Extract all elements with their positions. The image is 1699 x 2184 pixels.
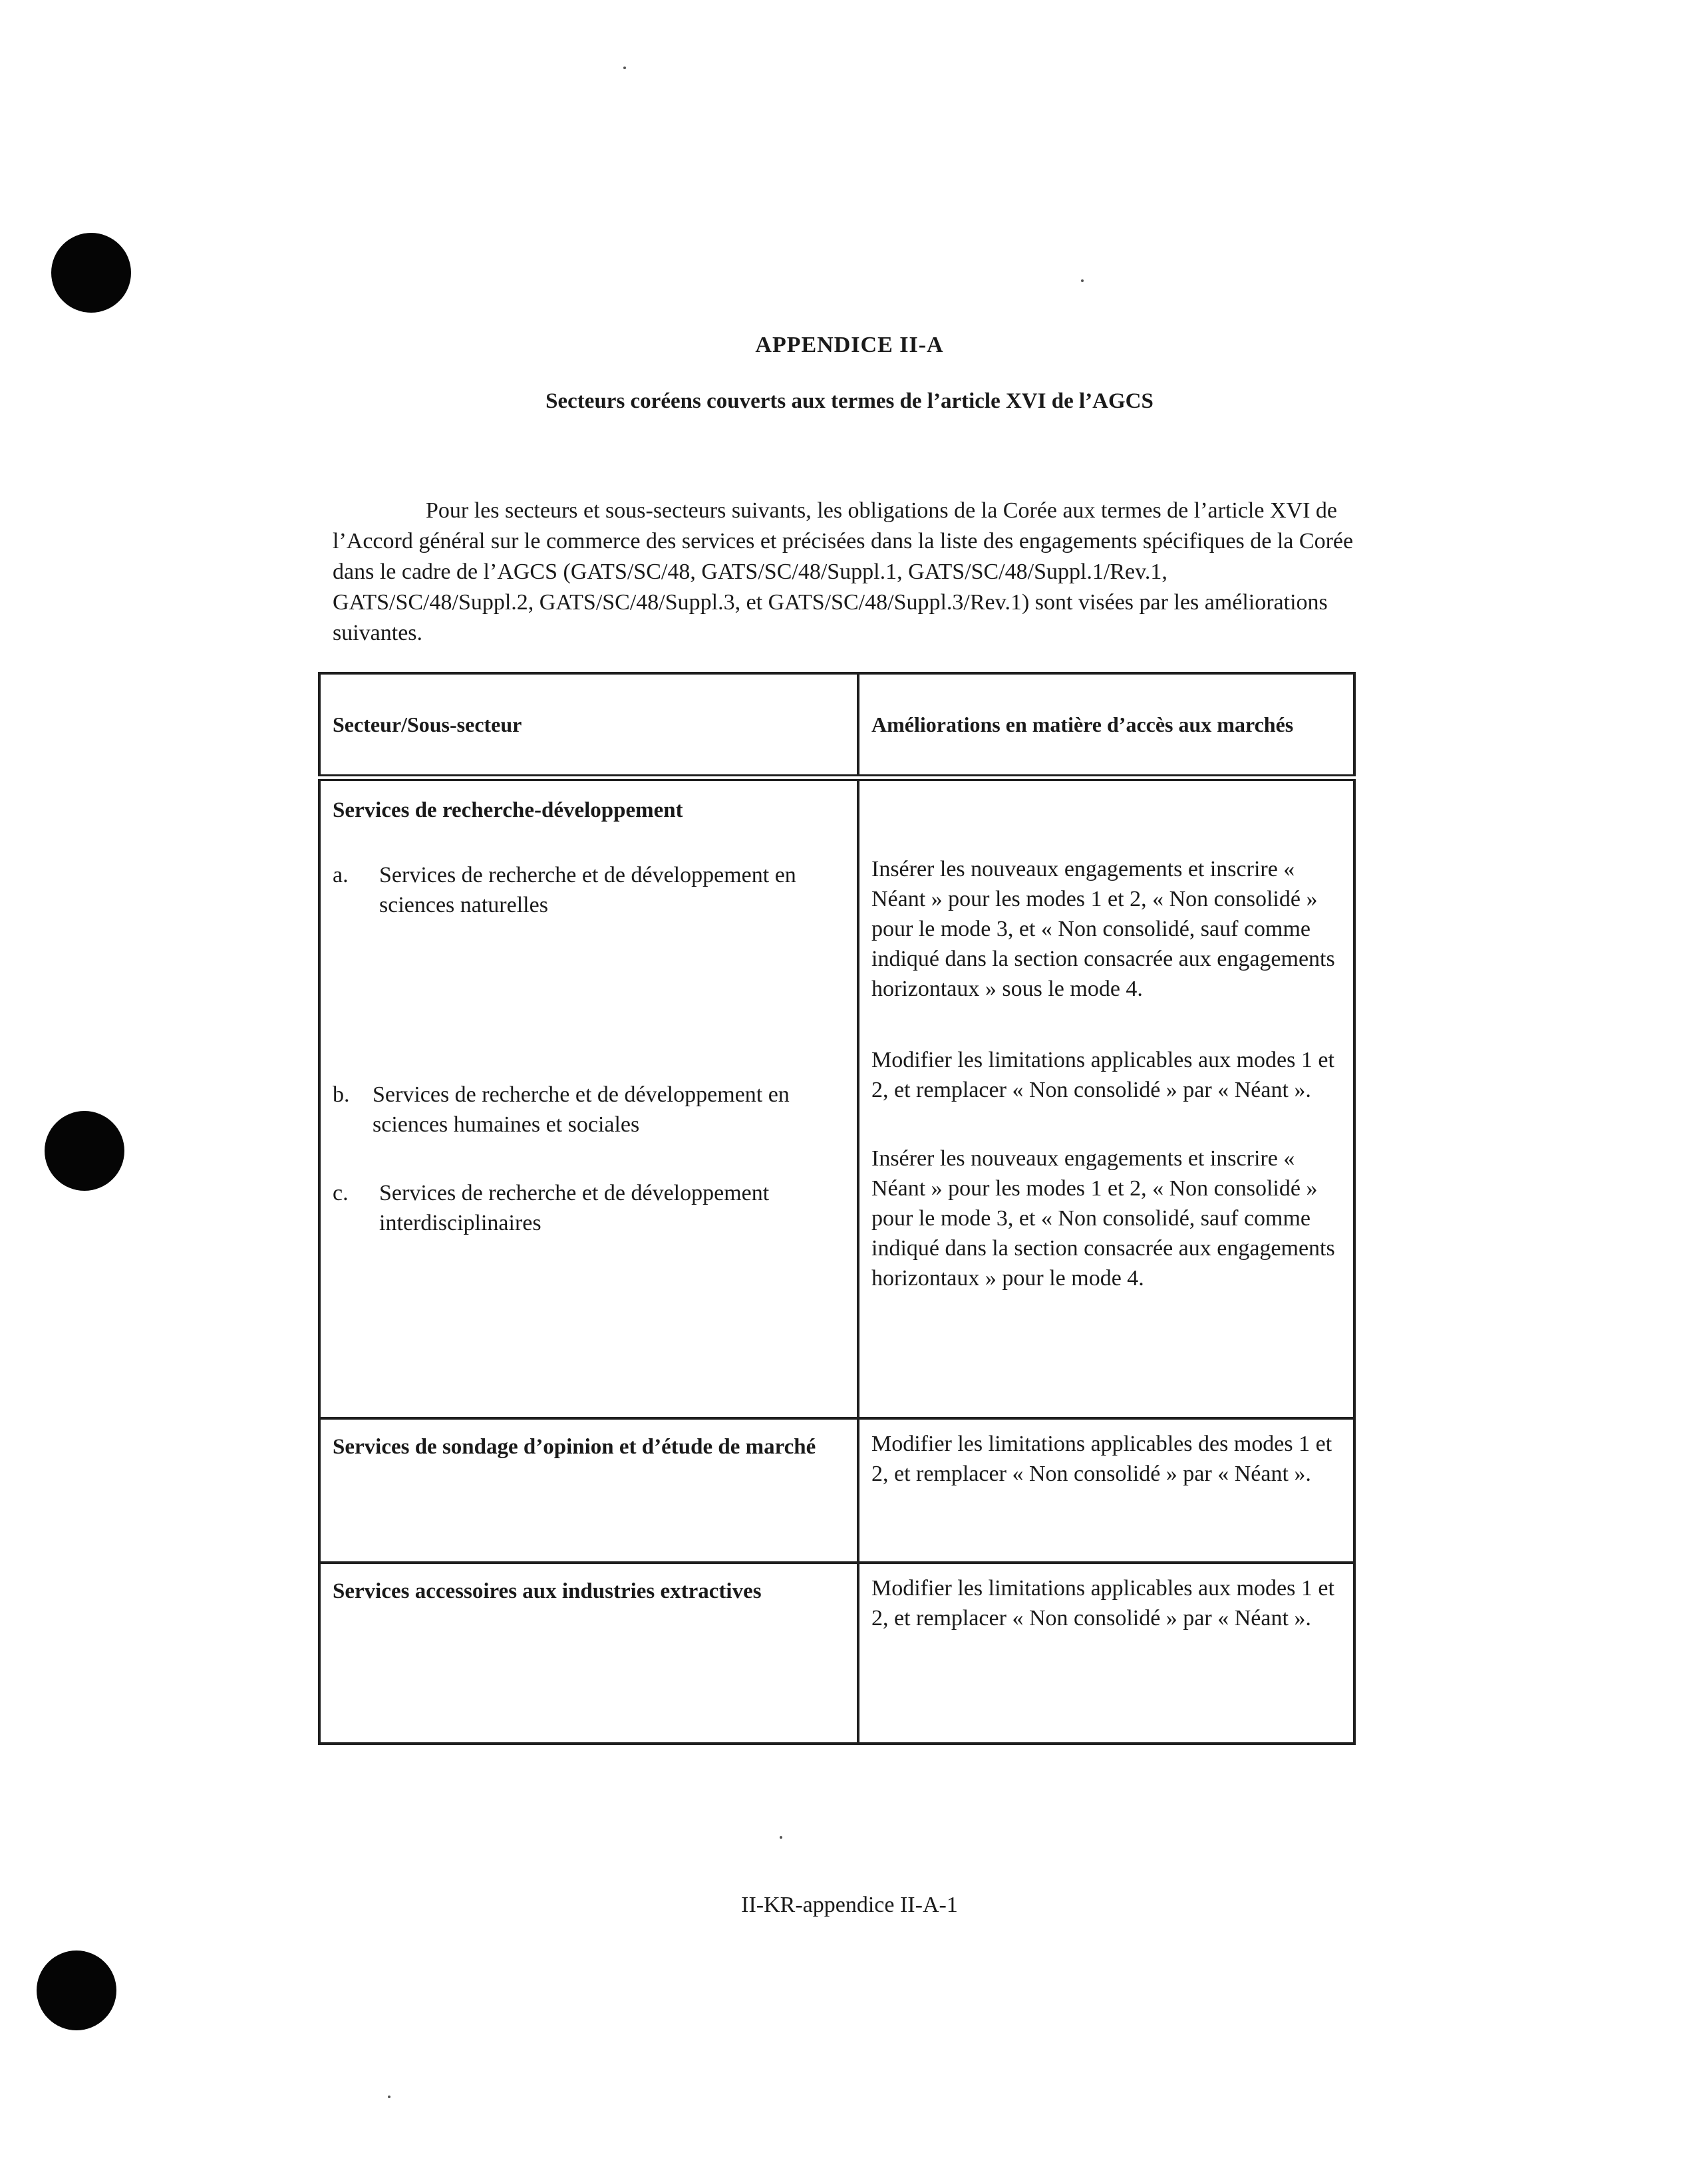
scan-speck bbox=[1081, 279, 1084, 282]
column-header-improvements: Améliorations en matière d’accès aux marchés bbox=[858, 673, 1354, 778]
punch-hole-top bbox=[51, 233, 131, 313]
commitments-table bbox=[318, 672, 1356, 1745]
improvement-cell: Modifier les limitations applicables des modes 1 et 2, et remplacer « Non consolidé » par « Néant ». bbox=[858, 1418, 1354, 1563]
rd-improvements-cell bbox=[858, 778, 1354, 1418]
page-footer: II-KR-appendice II-A-1 bbox=[741, 1893, 958, 1917]
item-sector: Services de recherche et de développement en sciences naturelles bbox=[379, 863, 796, 917]
rd-section-heading: Services de recherche-développement bbox=[333, 798, 683, 822]
scan-speck bbox=[388, 2096, 390, 2098]
improvement-text: Modifier les limitations applicables aux modes 1 et 2, et remplacer « Non consolidé » par « Néant ». bbox=[871, 1048, 1334, 1102]
sector-cell: Services de sondage d’opinion et d’étude de marché bbox=[319, 1418, 858, 1563]
scan-speck bbox=[780, 1836, 782, 1839]
column-header-sector: Secteur/Sous-secteur bbox=[319, 673, 858, 778]
item-letter: c. bbox=[333, 1181, 349, 1205]
improvement-text: Insérer les nouveaux engagements et inscrire « Néant » pour les modes 1 et 2, « Non consolidé » pour le mode 3, et « Non consolidé, sauf comme indiqué dans la section consacrée aux engagements horizontaux » pour le mode 4. bbox=[871, 1146, 1335, 1291]
list-item bbox=[333, 860, 845, 920]
intro-paragraph bbox=[333, 496, 1370, 649]
intro-text: Pour les secteurs et sous-secteurs suivants, les obligations de la Corée aux termes de l’article XVI de l’Accord général sur le commerce des services et précisées dans la liste des engagements spécifiques de la Corée dans le cadre de l’AGCS (GATS/SC/48, GATS/SC/48/Suppl.1, GATS/SC/48/Suppl.1/Rev.1, GATS/SC/48/Suppl.2, GATS/SC/48/Suppl.3, et GATS/SC/48/Suppl.3/Rev.1) sont visées par les améliorations suivantes. bbox=[333, 498, 1354, 645]
item-sector: Services de recherche et de développement en sciences humaines et sociales bbox=[373, 1082, 790, 1137]
punch-hole-bottom bbox=[37, 1950, 116, 2030]
appendix-title: APPENDICE II-A bbox=[755, 333, 944, 357]
table-row bbox=[319, 1563, 1354, 1744]
list-item bbox=[333, 1178, 845, 1238]
table-header-row bbox=[319, 673, 1354, 778]
table-row bbox=[319, 778, 1354, 1418]
appendix-subtitle: Secteurs coréens couverts aux termes de l’article XVI de l’AGCS bbox=[545, 389, 1154, 413]
item-sector: Services de recherche et de développement interdisciplinaires bbox=[379, 1181, 770, 1235]
item-letter: a. bbox=[333, 863, 349, 887]
rd-sector-cell bbox=[319, 778, 858, 1418]
punch-hole-middle bbox=[45, 1111, 124, 1191]
improvement-cell: Modifier les limitations applicables aux modes 1 et 2, et remplacer « Non consolidé » par « Néant ». bbox=[858, 1563, 1354, 1744]
scan-speck bbox=[623, 67, 626, 69]
sector-cell: Services accessoires aux industries extractives bbox=[319, 1563, 858, 1744]
table-row bbox=[319, 1418, 1354, 1563]
list-item bbox=[333, 1080, 845, 1140]
item-letter: b. bbox=[333, 1082, 350, 1107]
improvement-text: Insérer les nouveaux engagements et inscrire « Néant » pour les modes 1 et 2, « Non consolidé » pour le mode 3, et « Non consolidé, sauf comme indiqué dans la section consacrée aux engagements horizontaux » sous le mode 4. bbox=[871, 857, 1335, 1001]
